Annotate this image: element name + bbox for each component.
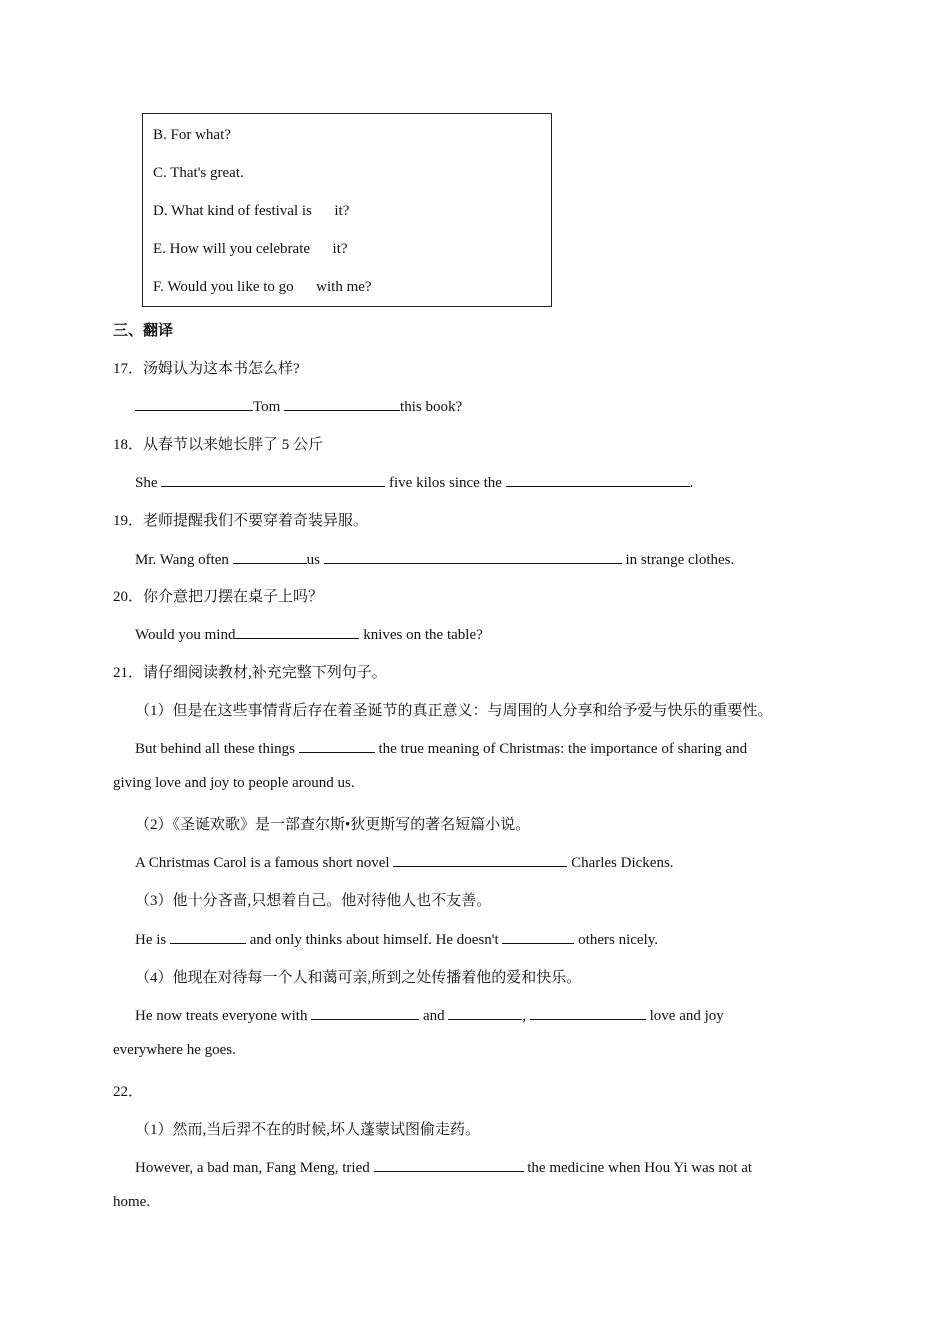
q19-prompt: 19．老师提醒我们不要穿着奇装异服。 [113, 513, 369, 529]
option-f: F. Would you like to go with me? [153, 279, 372, 295]
q21-2-text-1: A Christmas Carol is a famous short novel [135, 855, 390, 871]
answer-blank[interactable] [530, 1004, 646, 1020]
q21-3-text-3: others nicely. [578, 932, 659, 948]
q21-2-chinese: （2）《圣诞欢歌》是一部查尔斯•狄更斯写的著名短篇小说。 [135, 817, 531, 833]
q22-1-sentence [135, 1156, 752, 1177]
answer-blank[interactable] [284, 395, 400, 411]
answer-blank[interactable] [233, 548, 307, 564]
q19-sentence [135, 548, 734, 569]
q21-3-text-1: He is [135, 932, 167, 948]
q21-3-sentence [135, 928, 658, 949]
q18-text-2: five kilos since the [389, 475, 502, 491]
q18-text-1: She [135, 475, 158, 491]
q21-4-continuation: everywhere he goes. [113, 1042, 236, 1058]
q21-3-text-2: and only thinks about himself. He doesn't [249, 932, 499, 948]
answer-blank[interactable] [506, 471, 690, 487]
answer-blank[interactable] [374, 1156, 524, 1172]
q18-prompt: 18．从春节以来她长胖了 5 公斤 [113, 437, 324, 453]
option-b: B. For what? [153, 127, 231, 143]
answer-blank[interactable] [170, 928, 246, 944]
option-c: C. That's great. [153, 165, 244, 181]
q20-prompt: 20．你介意把刀摆在桌子上吗？ [113, 589, 324, 605]
q20-sentence [135, 623, 483, 644]
answer-blank[interactable] [393, 851, 567, 867]
q19-text-3: in strange clothes. [625, 552, 735, 568]
q21-1-text-2: the true meaning of Christmas: the importance of sharing and [378, 741, 748, 757]
q22-1-continuation: home. [113, 1194, 151, 1210]
q21-4-text-3: , [522, 1008, 527, 1024]
q22-1-text-2: the medicine when Hou Yi was not at [527, 1160, 753, 1176]
answer-blank[interactable] [502, 928, 574, 944]
answer-blank[interactable] [235, 623, 359, 639]
q18-text-3: . [689, 475, 694, 491]
q19-text-1: Mr. Wang often [135, 552, 229, 568]
q18-sentence [135, 471, 693, 492]
section-heading: 三、翻译 [113, 323, 174, 339]
answer-blank[interactable] [311, 1004, 419, 1020]
q21-2-text-2: Charles Dickens. [571, 855, 674, 871]
q21-1-continuation: giving love and joy to people around us. [113, 775, 355, 791]
q21-1-text-1: But behind all these things [135, 741, 295, 757]
q22-prompt: 22． [113, 1084, 144, 1100]
q21-4-chinese: （4）他现在对待每一个人和蔼可亲,所到之处传播着他的爱和快乐。 [135, 970, 582, 986]
q17-prompt: 17．汤姆认为这本书怎么样? [113, 361, 300, 377]
q21-1-sentence [135, 737, 747, 758]
q21-4-text-2: and [422, 1008, 445, 1024]
q17-text-2: this book? [400, 399, 463, 415]
q22-1-text-1: However, a bad man, Fang Meng, tried [135, 1160, 370, 1176]
q21-4-text-4: love and joy [649, 1008, 724, 1024]
option-e: E. How will you celebrate it? [153, 241, 348, 257]
q17-text-1: Tom [253, 399, 281, 415]
option-d: D. What kind of festival is it? [153, 203, 350, 219]
answer-blank[interactable] [161, 471, 385, 487]
q21-2-sentence [135, 851, 674, 872]
q21-1-chinese: （1）但是在这些事情背后存在着圣诞节的真正意义：与周围的人分享和给予爱与快乐的重要性。 [135, 703, 773, 719]
answer-blank[interactable] [448, 1004, 522, 1020]
q20-text-2: knives on the table? [363, 627, 483, 643]
answer-blank[interactable] [299, 737, 375, 753]
q20-text-1: Would you mind [135, 627, 236, 643]
q21-3-chinese: （3）他十分吝啬,只想着自己。他对待他人也不友善。 [135, 893, 492, 909]
answer-blank[interactable] [135, 395, 253, 411]
q21-4-sentence [135, 1004, 724, 1025]
q17-sentence [135, 395, 462, 416]
q21-4-text-1: He now treats everyone with [135, 1008, 308, 1024]
options-box [142, 113, 552, 307]
q21-prompt: 21．请仔细阅读教材,补充完整下列句子。 [113, 665, 387, 681]
q22-1-chinese: （1）然而,当后羿不在的时候,坏人蓬蒙试图偷走药。 [135, 1122, 481, 1138]
answer-blank[interactable] [324, 548, 622, 564]
q19-text-2: us [306, 552, 321, 568]
